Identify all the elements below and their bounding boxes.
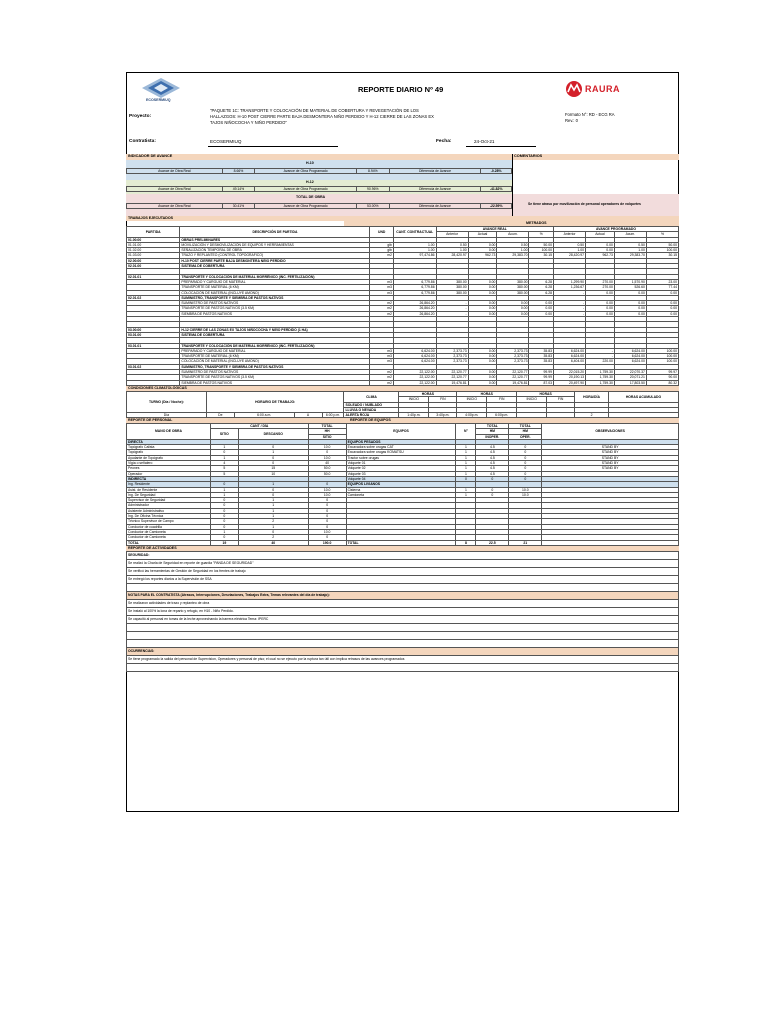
works-row: 02.01.02 SUMINISTRO, TRANSPORTE Y SIEMBRA DE PASTOS NATIVOS <box>127 295 679 300</box>
works-row: 02.01.01 TRANSPORTE Y COLOCACIÓN DE MATERIAL MORRÉNICO (INC. FERTILIZACIÓN) <box>127 274 679 279</box>
personnel-row: Asistente Administrativo 0 1 0 <box>127 508 679 513</box>
works-row: TRANSPORTE DE PASTOS NATIVOS (3.5 KM) m2 22,122.00 22,120.77 0.00 22,120.77 99.99 20,190.13 1,759.30 20,071.21 90.00 <box>127 375 679 380</box>
report-title: REPORTE DIARIO Nº 49 <box>358 85 444 94</box>
form-code: Formato N°: RD - ECG RA <box>565 112 615 117</box>
works-row: TRANSPORTE DE MATERIAL (6 KM) m3 6,624.00 2,373.73 0.00 2,373.73 35.83 6,624.00 - 6,624.00 100.00 <box>127 354 679 359</box>
works-row: TRANSPORTE DE MATERIAL (6 KM) m3 6,779.86 380.00 0.00 380.00 6.28 1,236.67 270.00 526.60 77.44 <box>127 285 679 290</box>
works-row: TRANSPORTE DE PASTOS NATIVOS (3.5 KM) m2 26,864.20 - 0.00 0.00 0.00 - 0.00 0.00 0.00 <box>127 306 679 311</box>
climate-section-title: CONDICIONES CLIMATOLÓGICAS <box>126 386 679 391</box>
works-row: COLOCACIÓN DE MATERIAL (INCLUYE AMONO) m3 6,624.00 2,373.73 0.00 2,373.73 35.83 6,404.00 220.00 6,624.00 100.00 <box>127 359 679 364</box>
works-row: 01.03.00 TRAZO Y REPLANTEO (CONTROL TOPOGRAFICO) m2 97,474.86 28,420.97 962.73 29,383.70 30.15 28,420.97 962.73 29,383.70 30.15 <box>128 253 677 258</box>
personnel-row: Conductor de Camioneta 0 2 0 <box>127 535 679 540</box>
client-logo <box>564 80 644 98</box>
works-section-title: TRABAJOS EJECUTADOS <box>128 216 174 220</box>
personnel-row: Ayudante de Topógrafo 1 0 10.0 Tractor sobre orugas 1 4.5 0 STAND BY <box>127 455 679 460</box>
comments-title: COMENTARIOS <box>514 154 543 158</box>
progress-comment: Se tiene atraso por movilización de personal operadores de volquetes <box>528 202 641 206</box>
works-row: PREPARADO Y CARGUIO DE MATERIAL m3 6,624.00 2,373.73 0.00 2,373.73 35.83 6,624.00 - 6,624.00 100.00 <box>127 348 679 353</box>
contractor-value: ECOSERMIUQ <box>210 139 242 144</box>
personnel-total-row: TOTAL 19 40 190.0 TOTAL 8 22.5 21 <box>127 540 679 545</box>
personnel-row: Topógrafo 0 1 0 Excavadora sobre orugas KOMATSU 1 4.5 0 STAND BY <box>127 450 679 455</box>
works-row: 01.02.00 SEÑALIZACIÓN TEMPORAL DE OBRA glb 1.00 1.00 0.00 1.00 100.00 1.00 0.00 1.00 100.00 <box>128 248 677 253</box>
personnel-row: Supervisor de Seguridad 0 1 0 <box>127 498 679 503</box>
activities-section-title: REPORTE DE ACTIVIDADES <box>126 546 679 551</box>
works-row: 02.01.00 SISTEMA DE COBERTURA <box>127 264 679 269</box>
personnel-row: Administrador 0 1 0 <box>127 503 679 508</box>
date-label: Fecha: <box>436 139 452 144</box>
personnel-section-title: REPORTE DE PERSONAL <box>128 418 173 422</box>
works-row: COLOCACIÓN DE MATERIAL (INCLUYE AMONO) m3 6,779.86 380.00 0.00 380.00 6.28 - 0.00 0.00 0.00 <box>127 290 679 295</box>
works-row: PREPARADO Y CARGUIO DE MATERIAL m3 6,779.86 380.00 0.00 380.00 6.28 1,299.90 270.00 1,570.90 23.00 <box>127 279 679 284</box>
activities-table: SEGURIDAD: Se realizó la Charla de Seguridad en reporte de guardia "PANDA DE SEGURIDAD" Se verificó las herramientas de Gestión de Seguridad en los frentes de trabajo Se entregó los reportes diarios a la Supervisión de SSA NOTAS PARA EL CONTRATISTA (Atrasos, Interrupciones, Desviaciones, Trabajos Extra, Temas relevantes del día de trabajo): Se realizaron actividades de trazo y replanteo de obra Se instaló al 100% la lona de reparto y refugio, en H10 - Niño Perdido. Se capacitó al personal en tomas de la leche aprovechando la barrera eléctrica Tema: IPERC OCURRENCIAS: Se tiene programado la salida del personal de Supervision, Operadores y personal de piso; el cual no se ejecuto por la ruptura tan útil con implica retrasos de las avances programados <box>126 551 679 672</box>
project-label: Proyecto: <box>129 114 152 119</box>
works-row: SUMINISTRO DE PASTOS NATIVOS m2 26,864.20 - 0.00 0.00 0.00 - 0.00 0.00 0.00 <box>127 301 679 306</box>
personnel-row: Topógrafo Calista 1 0 10.0 Excavadora sobre orugas CAT 1 4.5 0 STAND BY <box>127 445 679 450</box>
project-text-1: "PAQUETE 1C: TRANSPORTE Y COLOCACIÓN DE MATERIAL DE COBERTURA Y REVEGETACIÓN DE LOS <box>210 108 419 113</box>
date-value: 24-Oct-21 <box>474 139 495 144</box>
works-row: 03.01.01 TRANSPORTE Y COLOCACIÓN DE MATERIAL MORRÉNICO (INC. FERTILIZACIÓN) <box>127 343 679 348</box>
works-row: 02.00.00 H-10 POST CIERRE PARTE BAJA DESMONTERA NIÑO PERDIDO <box>127 258 679 263</box>
project-text-3: TAJOS NIÑOCOCHA Y NIÑO PERDIDO" <box>210 120 287 125</box>
works-row: 03.00.00 H-12 CIERRE DE LAS ZONAS EX TAJOS NIÑOCOCHA Y NIÑO PERDIDO (1 HA) <box>127 327 679 332</box>
progress-section-title: INDICADOR DE AVANCE <box>128 154 173 158</box>
personnel-row: Ing. De Oficina Técnica 0 1 0 <box>127 514 679 519</box>
company-logo <box>138 76 184 106</box>
equipment-section-title: REPORTE DE EQUIPOS <box>350 418 391 422</box>
works-row: 01.00.00 OBRAS PRELIMINARES <box>127 237 679 242</box>
personnel-row: Peones 5 15 50.0 Volquete 02 1 4.5 0 STAND BY <box>127 466 679 471</box>
daily-report-sheet: ECOSERMIUQ REPORTE DIARIO Nº 49 RAURA Proyecto: "PAQUETE 1C: TRANSPORTE Y COLOCACIÓN DE MATERIAL DE COBERTURA Y REVEGETACIÓN DE LOS HALLAZGOS: H-10 POST CIERRE PARTE BAJA DESMONTERA NIÑO PERDIDO Y H-12 CIERRE DE LAS ZONAS EX TAJOS NIÑOCOCHA Y NIÑO PERDIDO" Formato N°: RD - ECG RA Rev.: 0 Contratista: ECOSERMIUQ Fecha: 24-Oct-21 INDICADOR DE AVANCE COMENTARIOS H-10 Avance de Obra Real 8.66% Avance de Obra Programado 8.94% Diferencia de Avance -0.28% H-12 Avance de Obra Real 49.14% Avance de Obra Programado 90.96% Diferencia de Avance -41.82% TOTAL DE OBRA Avance de Obra Real 30.41% Avance de Obra Programado 53.00% Diferencia de Avance -22.59% Se tiene atraso por movilización de personal operadores de volquetes TRABAJOS EJECUTADOS METRADOS PARTIDA DESCRIPCIÓN DE PARTIDA UND CANT. CONTRACTUAL AVANCE REAL AVANCE PROGRAMADO Anterior Actual Acum. % Anterior Actual Acum. % 01.00.00 OBRAS PRELIMINARES 01.01.00 MOVILIZACIÓN Y DESMOVILIZACIÓN DE EQUIPOS Y HERRAMIENTAS glb 1.00 0.50 0.00 0.50 50.00 0.50 0.00 0.50 50.00 01.02.00 SEÑALIZACIÓN TEMPORAL DE OBRA glb 1.00 1.00 0.00 1.00 100.00 1.00 0.00 1.00 100.00 01.03.00 TRAZO Y REPLANTEO (CONTROL TOPOGRAFICO) m2 97,474.86 28,420.97 962.73 29,383.70 30.15 28,420.97 962.73 29,383.70 30.15 02.00.00 H-10 POST CIERRE PARTE BAJA DESMONTERA NIÑO PERDIDO 02.01.00 SISTEMA DE COBERTURA 02.01.01 TRANSPORTE Y COLOCACIÓN DE MATERIAL MORRÉNICO (INC. FERTILIZACIÓN) PREPARADO Y CARGUIO DE MATERIAL m3 6,779.86 380.00 0.00 380.00 6.28 1,299.90 270.00 1,570.90 23.00 TRANSPORTE DE MATERIAL (6 KM) m3 6,779.86 380.00 0.00 380.00 6.28 1,236.67 270.00 526.60 77.44 COLOCACIÓN DE MATERIAL (INCLUYE AMONO) m3 6,779.86 380.00 0.00 380.00 6.28 - 0.00 0.00 0.00 02.01.02 SUMINISTRO, TRANSPORTE Y SIEMBRA DE PASTOS NATIVOS SUMINISTRO DE PASTOS NATIVOS m2 26,864.20 - 0.00 0.00 0.00 - 0.00 0.00 0.00 TRANSPORTE DE PASTOS NATIVOS (3.5 KM) m2 26,864.20 - 0.00 0.00 0.00 - 0.00 0.00 0.00 SIEMBRA DE PASTOS NATIVOS m2 26,864.20 - 0.00 0.00 0.00 - 0.00 0.00 0.00 03.00.00 H-12 CIERRE DE LAS ZONAS EX TAJOS NIÑOCOCHA Y NIÑO PERDIDO (1 HA) 03.01.00 SISTEMA DE COBERTURA 03.01.01 TRANSPORTE Y COLOCACIÓN DE MATERIAL MORRÉNICO (INC. FERTILIZACIÓN) PREPARADO Y CARGUIO DE MATERIAL m3 6,624.00 2,373.73 0.00 2,373.73 35.83 6,624.00 - 6,624.00 100.00 TRANSPORTE DE MATERIAL (6 KM) m3 6,624.00 2,373.73 0.00 2,373.73 35.83 6,624.00 - 6,624.00 100.00 COLOCACIÓN DE MATERIAL (INCLUYE AMONO) m3 6,624.00 2,373.73 0.00 2,373.73 35.83 6,404.00 220.00 6,624.00 100.00 03.01.02 SUMINISTRO, TRANSPORTE Y SIEMBRA DE PASTOS NATIVOS SUMINISTRO DE PASTOS NATIVOS m2 22,122.00 22,120.77 0.00 22,120.77 99.99 22,015.20 1,759.30 22,070.37 99.97 TRANSPORTE DE PASTOS NATIVOS (3.5 KM) m2 22,122.00 22,120.77 0.00 22,120.77 99.99 20,190.13 1,759.30 20,071.21 90.00 SIEMBRA DE PASTOS NATIVOS m2 22,122.00 19,476.81 0.00 19,476.81 87.03 20,497.90 1,759.30 17,803.50 80.32 CONDICIONES CLIMATOLÓGICAS TURNO (Día / Noche): HORARIO DE TRABAJO: CLIMA HORAS HORAS HORAS HORA/DÍA HORAS ACUMULADO INICIO FIN INICIO FIN INICIO FIN SOLEADO / NUBLADO LLUVIA O NEVADA Día De 6:00 a.m. A 6:00 p.m. ALERTA ROJA 1:40p.m. 3:40p.m. 4:00p.m. 6:00p.m. 2 REPORTE DE PERSONAL REPORTE DE EQUIPOS MANO DE OBRA CANT / DÍA TOTAL EQUIPOS N° TOTAL TOTAL OBSERVACIONES SITIO DESCANSO HH HM HM SITIO INOPER. OPER. DIRECTA EQUIPOS PESADOS Topógrafo Calista 1 0 10.0 Excavadora sobre orugas CAT 1 4.5 0 STAND BY Topógrafo 0 1 0 Excavadora sobre orugas KOMATSU 1 4.5 0 STAND BY Ayudante de Topógrafo 1 0 10.0 Tractor sobre orugas 1 4.5 0 STAND BY Vigía o señalero 4 0 40 Volquete 01 1 4.5 0 STAND BY Peones 5 15 50.0 Volquete 02 1 4.5 0 STAND BY Operador 5 10 50.0 Volquete 03 1 4.5 0 INDIRECTA Volquete 04 0 0 0 Ing. Residente 0 1 0 EQUIPOS LIVIANOS Asist. de Residente 1 0 10.0 Cisterna 1 0 10.0 Ing. De Seguridad 1 0 10.0 Camioneta 1 0 10.0 Supervisor de Seguridad 0 1 0 Administrador 0 1 0 Asistente Administrativo 0 1 0 Ing. De Oficina Técnica 0 1 0 Técnico Supervisor de Campo 0 2 0 Conductor de cuadrilla 0 1 0 Conductor de Camioneta 1 0 10.0 Conductor de Camioneta 0 2 0 TOTAL 19 40 190.0 TOTAL 8 22.5 21 REPORTE DE ACTIVIDADES SEGURIDAD: Se realizó la Charla de Seguridad en reporte de guardia "PANDA DE SEGURIDAD" Se verificó las herramientas de Gestión de Seguridad en los frentes de trabajo Se entregó los reportes diarios a la Supervisión de SSA NOTAS PARA EL CONTRATISTA (Atrasos, Interrupciones, Desviaciones, Trabajos Extra, Temas relevantes del día de trabajo): Se realizaron actividades de trazo y replanteo de obra Se instaló al 100% la lona de reparto y refugio, en H10 - Niño Perdido. Se capacitó al personal en tomas de la leche aprovechando la barrera eléctrica Tema: IPERC OCURRENCIAS: Se tiene programado la salida del personal de Supervision, Operadores y personal de piso; el cual no se ejecuto por la ruptura tan útil con implica retrasos de las avances programados <box>126 72 679 812</box>
works-row: 03.01.00 SISTEMA DE COBERTURA <box>127 332 679 337</box>
works-row: SUMINISTRO DE PASTOS NATIVOS m2 22,122.00 22,120.77 0.00 22,120.77 99.99 22,015.20 1,759.30 22,070.37 99.97 <box>127 370 679 375</box>
personnel-row: Ing. Residente 0 1 0 EQUIPOS LIVIANOS <box>127 482 679 487</box>
works-row: 01.01.00 MOVILIZACIÓN Y DESMOVILIZACIÓN DE EQUIPOS Y HERRAMIENTAS glb 1.00 0.50 0.00 0.50 50.00 0.50 0.00 0.50 50.00 <box>128 242 677 247</box>
climate-table: TURNO (Día / Noche): HORARIO DE TRABAJO: CLIMA HORAS HORAS HORAS HORA/DÍA HORAS ACUMULADO INICIO FIN INICIO FIN INICIO FIN SOLEADO / NUBLADO LLUVIA O NEVADA Día De 6:00 a.m. A 6:00 p.m. ALERTA ROJA 1:40p.m. 3:40p.m. 4:00p.m. 6:00p.m. 2 <box>126 391 679 418</box>
project-text-2: HALLAZGOS: H-10 POST CIERRE PARTE BAJA DESMONTERA NIÑO PERDIDO Y H-12 CIERRE DE LAS ZONAS EX <box>210 114 434 119</box>
contractor-label: Contratista: <box>129 139 156 144</box>
works-row: SIEMBRA DE PASTOS NATIVOS m2 26,864.20 - 0.00 0.00 0.00 - 0.00 0.00 0.00 <box>127 311 679 316</box>
personnel-row: Vigía o señalero 4 0 40 Volquete 01 1 4.5 0 STAND BY <box>127 461 679 466</box>
personnel-row: Conductor de cuadrilla 0 1 0 <box>127 524 679 529</box>
works-row: SIEMBRA DE PASTOS NATIVOS m2 22,122.00 19,476.81 0.00 19,476.81 87.03 20,497.90 1,759.30 17,803.50 80.32 <box>127 380 679 385</box>
works-row: 03.01.02 SUMINISTRO, TRANSPORTE Y SIEMBRA DE PASTOS NATIVOS <box>127 364 679 369</box>
personnel-row: Conductor de Camioneta 1 0 10.0 <box>127 529 679 534</box>
personnel-row: Técnico Supervisor de Campo 0 2 0 <box>127 519 679 524</box>
personnel-row: Ing. De Seguridad 1 0 10.0 Camioneta 1 0 10.0 <box>127 492 679 497</box>
metrados-title: METRADOS <box>526 221 547 225</box>
personnel-table: MANO DE OBRA CANT / DÍA TOTAL EQUIPOS N° TOTAL TOTAL OBSERVACIONES SITIO DESCANSO HH HM HM SITIO INOPER. OPER. DIRECTA EQUIPOS PESADOS Topógrafo Calista 1 0 10.0 Excavadora sobre orugas CAT 1 4.5 0 STAND BY Topógrafo 0 1 0 Excavadora sobre orugas KOMATSU 1 4.5 0 STAND BY Ayudante de Topógrafo 1 0 10.0 Tractor sobre orugas 1 4.5 0 STAND BY Vigía o señalero 4 0 40 Volquete 01 1 4.5 0 STAND BY Peones 5 15 50.0 Volquete 02 1 4.5 0 STAND BY Operador 5 10 50.0 Volquete 03 1 4.5 0 INDIRECTA Volquete 04 0 0 0 Ing. Residente 0 1 0 EQUIPOS LIVIANOS Asist. de Residente 1 0 10.0 Cisterna 1 0 10.0 Ing. De Seguridad 1 0 10.0 Camioneta 1 0 10.0 Supervisor de Seguridad 0 1 0 Administrador 0 1 0 Asistente Administrativo 0 1 0 Ing. De Oficina Técnica 0 1 0 Técnico Supervisor de Campo 0 2 0 Conductor de cuadrilla 0 1 0 Conductor de Camioneta 1 0 10.0 Conductor de Camioneta 0 2 0 TOTAL 19 40 190.0 TOTAL 8 22.5 21 <box>126 423 679 546</box>
personnel-row: INDIRECTA Volquete 04 0 0 0 <box>127 476 679 481</box>
personnel-row: Operador 5 10 50.0 Volquete 03 1 4.5 0 <box>127 471 679 476</box>
client-logo-text: RAURA <box>585 84 620 94</box>
raura-logo-icon <box>564 80 586 98</box>
personnel-row: Asist. de Residente 1 0 10.0 Cisterna 1 0 10.0 <box>127 487 679 492</box>
form-rev: Rev.: 0 <box>565 118 578 123</box>
company-logo-text: ECOSERMIUQ <box>146 98 171 102</box>
works-table: PARTIDA DESCRIPCIÓN DE PARTIDA UND CANT. CONTRACTUAL AVANCE REAL AVANCE PROGRAMADO Anterior Actual Acum. % Anterior Actual Acum. % 01.00.00 OBRAS PRELIMINARES 01.01.00 MOVILIZACIÓN Y DESMOVILIZACIÓN DE EQUIPOS Y HERRAMIENTAS glb 1.00 0.50 0.00 0.50 50.00 0.50 0.00 0.50 50.00 01.02.00 SEÑALIZACIÓN TEMPORAL DE OBRA glb 1.00 1.00 0.00 1.00 100.00 1.00 0.00 1.00 100.00 01.03.00 TRAZO Y REPLANTEO (CONTROL TOPOGRAFICO) m2 97,474.86 28,420.97 962.73 29,383.70 30.15 28,420.97 962.73 29,383.70 30.15 02.00.00 H-10 POST CIERRE PARTE BAJA DESMONTERA NIÑO PERDIDO 02.01.00 SISTEMA DE COBERTURA 02.01.01 TRANSPORTE Y COLOCACIÓN DE MATERIAL MORRÉNICO (INC. FERTILIZACIÓN) PREPARADO Y CARGUIO DE MATERIAL m3 6,779.86 380.00 0.00 380.00 6.28 1,299.90 270.00 1,570.90 23.00 TRANSPORTE DE MATERIAL (6 KM) m3 6,779.86 380.00 0.00 380.00 6.28 1,236.67 270.00 526.60 77.44 COLOCACIÓN DE MATERIAL (INCLUYE AMONO) m3 6,779.86 380.00 0.00 380.00 6.28 - 0.00 0.00 0.00 02.01.02 SUMINISTRO, TRANSPORTE Y SIEMBRA DE PASTOS NATIVOS SUMINISTRO DE PASTOS NATIVOS m2 26,864.20 - 0.00 0.00 0.00 - 0.00 0.00 0.00 TRANSPORTE DE PASTOS NATIVOS (3.5 KM) m2 26,864.20 - 0.00 0.00 0.00 - 0.00 0.00 0.00 SIEMBRA DE PASTOS NATIVOS m2 26,864.20 - 0.00 0.00 0.00 - 0.00 0.00 0.00 03.00.00 H-12 CIERRE DE LAS ZONAS EX TAJOS NIÑOCOCHA Y NIÑO PERDIDO (1 HA) 03.01.00 SISTEMA DE COBERTURA 03.01.01 TRANSPORTE Y COLOCACIÓN DE MATERIAL MORRÉNICO (INC. FERTILIZACIÓN) PREPARADO Y CARGUIO DE MATERIAL m3 6,624.00 2,373.73 0.00 2,373.73 35.83 6,624.00 - 6,624.00 100.00 TRANSPORTE DE MATERIAL (6 KM) m3 6,624.00 2,373.73 0.00 2,373.73 35.83 6,624.00 - 6,624.00 100.00 COLOCACIÓN DE MATERIAL (INCLUYE AMONO) m3 6,624.00 2,373.73 0.00 2,373.73 35.83 6,404.00 220.00 6,624.00 100.00 03.01.02 SUMINISTRO, TRANSPORTE Y SIEMBRA DE PASTOS NATIVOS SUMINISTRO DE PASTOS NATIVOS m2 22,122.00 22,120.77 0.00 22,120.77 99.99 22,015.20 1,759.30 22,070.37 99.97 TRANSPORTE DE PASTOS NATIVOS (3.5 KM) m2 22,122.00 22,120.77 0.00 22,120.77 99.99 20,190.13 1,759.30 20,071.21 90.00 SIEMBRA DE PASTOS NATIVOS m2 22,122.00 19,476.81 0.00 19,476.81 87.03 20,497.90 1,759.30 17,803.50 80.32 <box>128 227 677 385</box>
